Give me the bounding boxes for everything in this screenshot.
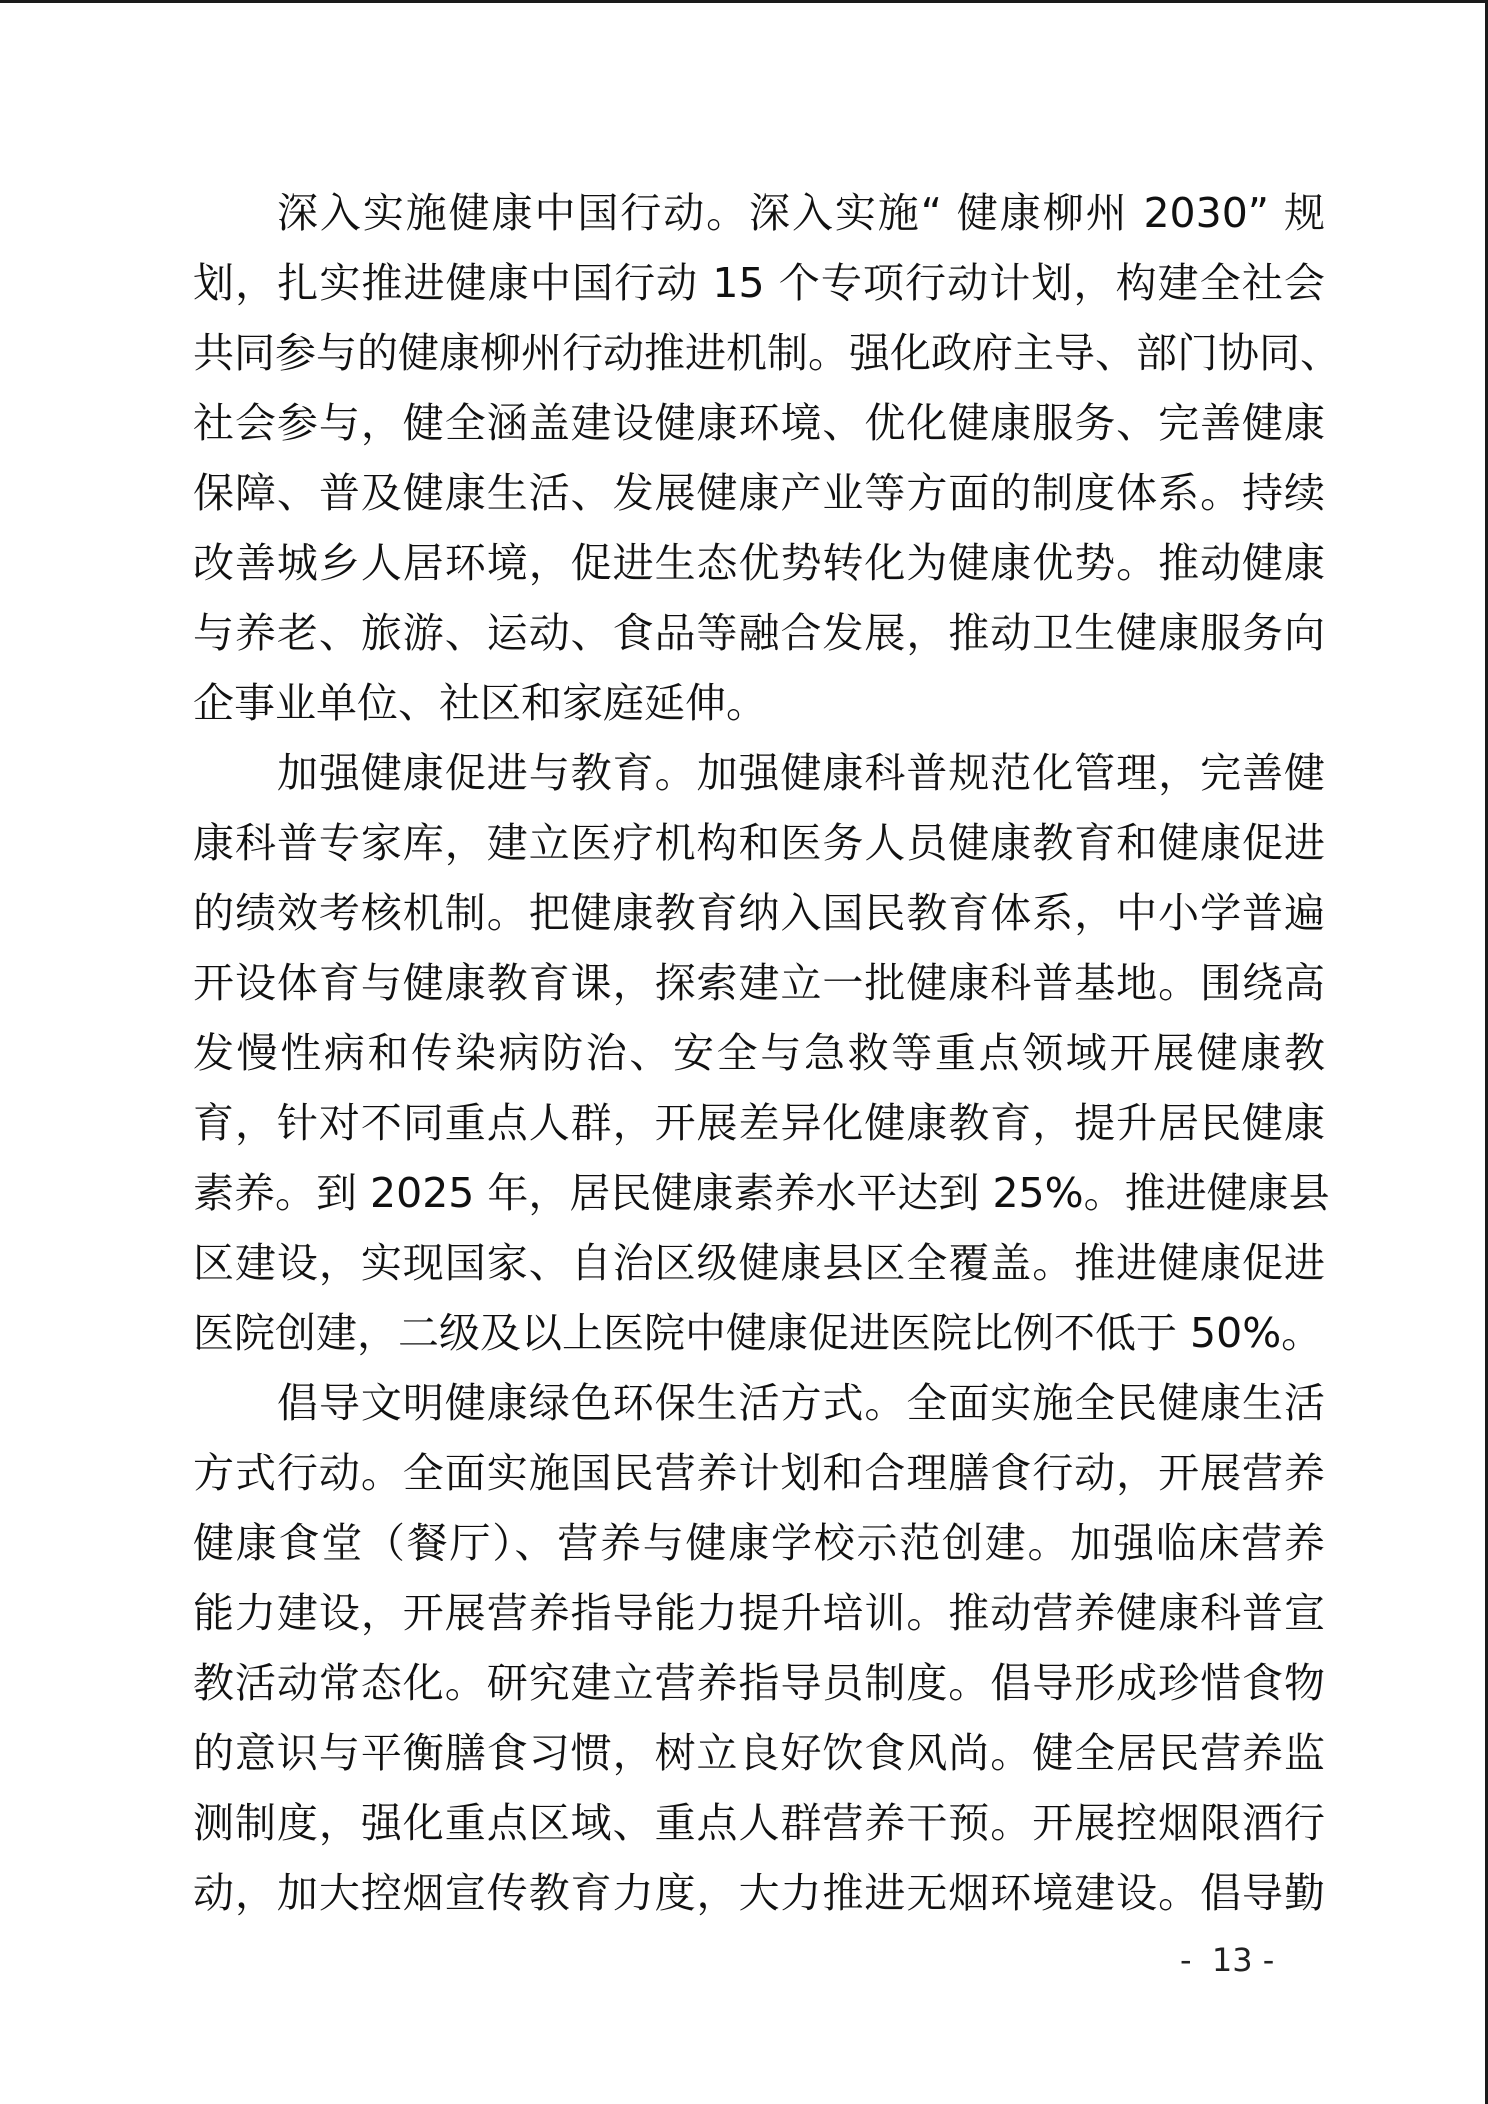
text-line: 测制度，强化重点区域、重点人群营养干预。开展控烟限酒行	[193, 1799, 1325, 1847]
text-line: 社会参与，健全涵盖建设健康环境、优化健康服务、完善健康	[193, 399, 1325, 447]
page-top-border	[0, 0, 1488, 3]
text-line: 教活动常态化。研究建立营养指导员制度。倡导形成珍惜食物	[193, 1659, 1325, 1707]
text-line: 素养。到 2025 年，居民健康素养水平达到 25%。推进健康县	[193, 1169, 1330, 1217]
text-line: 保障、普及健康生活、发展健康产业等方面的制度体系。持续	[193, 469, 1325, 517]
page-number: - 13 -	[1180, 1941, 1275, 1979]
text-line: 划，扎实推进健康中国行动 15 个专项行动计划，构建全社会	[193, 259, 1325, 307]
text-line: 改善城乡人居环境，促进生态优势转化为健康优势。推动健康	[193, 539, 1325, 587]
paragraph-2	[193, 738, 1330, 1368]
text-line: 方式行动。全面实施国民营养计划和合理膳食行动，开展营养	[193, 1449, 1325, 1497]
document-body	[193, 178, 1341, 1928]
text-line: 的绩效考核机制。把健康教育纳入国民教育体系，中小学普遍	[193, 889, 1325, 937]
text-line: 健康食堂（餐厅）、营养与健康学校示范创建。加强临床营养	[193, 1519, 1325, 1567]
text-line: 与养老、旅游、运动、食品等融合发展，推动卫生健康服务向	[193, 609, 1325, 657]
text-line: 开设体育与健康教育课，探索建立一批健康科普基地。围绕高	[193, 959, 1325, 1007]
text-line: 动，加大控烟宣传教育力度，大力推进无烟环境建设。倡导勤	[193, 1869, 1325, 1917]
text-line: 发慢性病和传染病防治、安全与急救等重点领域开展健康教	[193, 1029, 1325, 1077]
text-line: 康科普专家库，建立医疗机构和医务人员健康教育和健康促进	[193, 819, 1325, 867]
text-line: 的意识与平衡膳食习惯，树立良好饮食风尚。健全居民营养监	[193, 1729, 1325, 1777]
text-line: 育，针对不同重点人群，开展差异化健康教育，提升居民健康	[193, 1099, 1325, 1147]
paragraph-1	[193, 178, 1341, 738]
text-line: 深入实施健康中国行动。深入实施“ 健康柳州 2030” 规	[277, 189, 1325, 237]
text-line: 倡导文明健康绿色环保生活方式。全面实施全民健康生活	[277, 1379, 1325, 1427]
text-line: 能力建设，开展营养指导能力提升培训。推动营养健康科普宣	[193, 1589, 1325, 1637]
text-line: 加强健康促进与教育。加强健康科普规范化管理，完善健	[277, 749, 1325, 797]
paragraph-3	[193, 1368, 1325, 1928]
text-line: 企事业单位、社区和家庭延伸。	[193, 679, 767, 727]
text-line: 区建设，实现国家、自治区级健康县区全覆盖。推进健康促进	[193, 1239, 1325, 1287]
text-line: 共同参与的健康柳州行动推进机制。强化政府主导、部门协同、	[193, 329, 1341, 377]
text-line: 医院创建，二级及以上医院中健康促进医院比例不低于 50%。	[193, 1309, 1323, 1357]
